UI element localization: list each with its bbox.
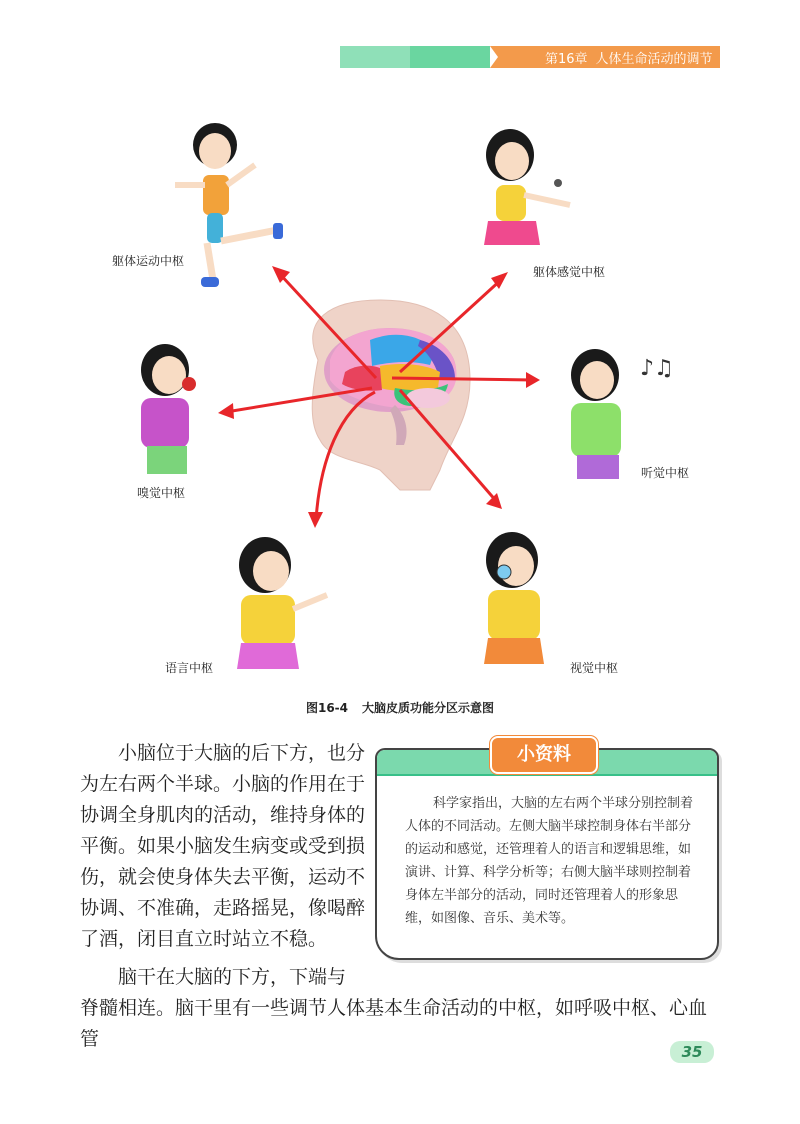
label-motor-center: 躯体运动中枢	[112, 254, 185, 268]
girl-looking	[484, 532, 544, 664]
girl-listening	[571, 349, 674, 479]
chapter-number: 第16章	[545, 52, 588, 67]
figure-caption	[0, 699, 800, 716]
paragraph-brainstem-line1	[80, 962, 370, 993]
girl-speaking	[237, 537, 327, 669]
info-box-text: 科学家指出，大脑的左右两个半球分别控制着人体的不同活动。左侧大脑半球控制身体右半部分的运动和感觉，还管理着人的语言和逻辑思维，如演讲、计算、科学分析等；右侧大脑半球则控制着身体左半部分的活动，同时还管理着人的形象思维，如图像、音乐、美术等。	[405, 796, 694, 926]
brain-diagram-svg	[0, 90, 800, 690]
header-band-green-dark	[410, 46, 490, 68]
caption-text: 大脑皮质功能分区示意图	[362, 701, 495, 715]
paragraph-brainstem-rest: 脊髓相连。脑干里有一些调节人体基本生命活动的中枢，如呼吸中枢、心血管	[80, 997, 708, 1050]
label-hearing-center: 听觉中枢	[641, 466, 690, 480]
paragraph-brainstem-line1-text: 脑干在大脑的下方，下端与	[118, 966, 347, 988]
label-vision-center: 视觉中枢	[570, 661, 619, 675]
page-number: 35	[670, 1041, 714, 1063]
label-sensory-center: 躯体感觉中枢	[533, 265, 606, 279]
info-box-tag: 小资料	[490, 736, 598, 774]
label-language-center: 语言中枢	[165, 661, 214, 675]
svg-text:♪♫: ♪♫	[640, 356, 674, 381]
chapter-title: 人体生命活动的调节	[595, 52, 713, 67]
chapter-header	[545, 48, 713, 67]
girl-running	[175, 123, 283, 287]
label-smell-center: 嗅觉中枢	[137, 486, 186, 500]
girl-touch	[484, 129, 570, 245]
brain-function-figure	[0, 90, 800, 690]
caption-number: 图16-4	[305, 701, 348, 715]
paragraph-brainstem	[80, 962, 720, 1055]
girl-smelling	[141, 344, 196, 474]
paragraph-cerebellum: 小脑位于大脑的后下方，也分为左右两个半球。小脑的作用在于协调全身肌肉的活动，维持身体的平衡。如果小脑发生病变或受到损伤，就会使身体失去平衡，运动不协调、不准确，走路摇晃，像喝醉了酒，闭目直立时站立不稳。	[80, 742, 366, 950]
